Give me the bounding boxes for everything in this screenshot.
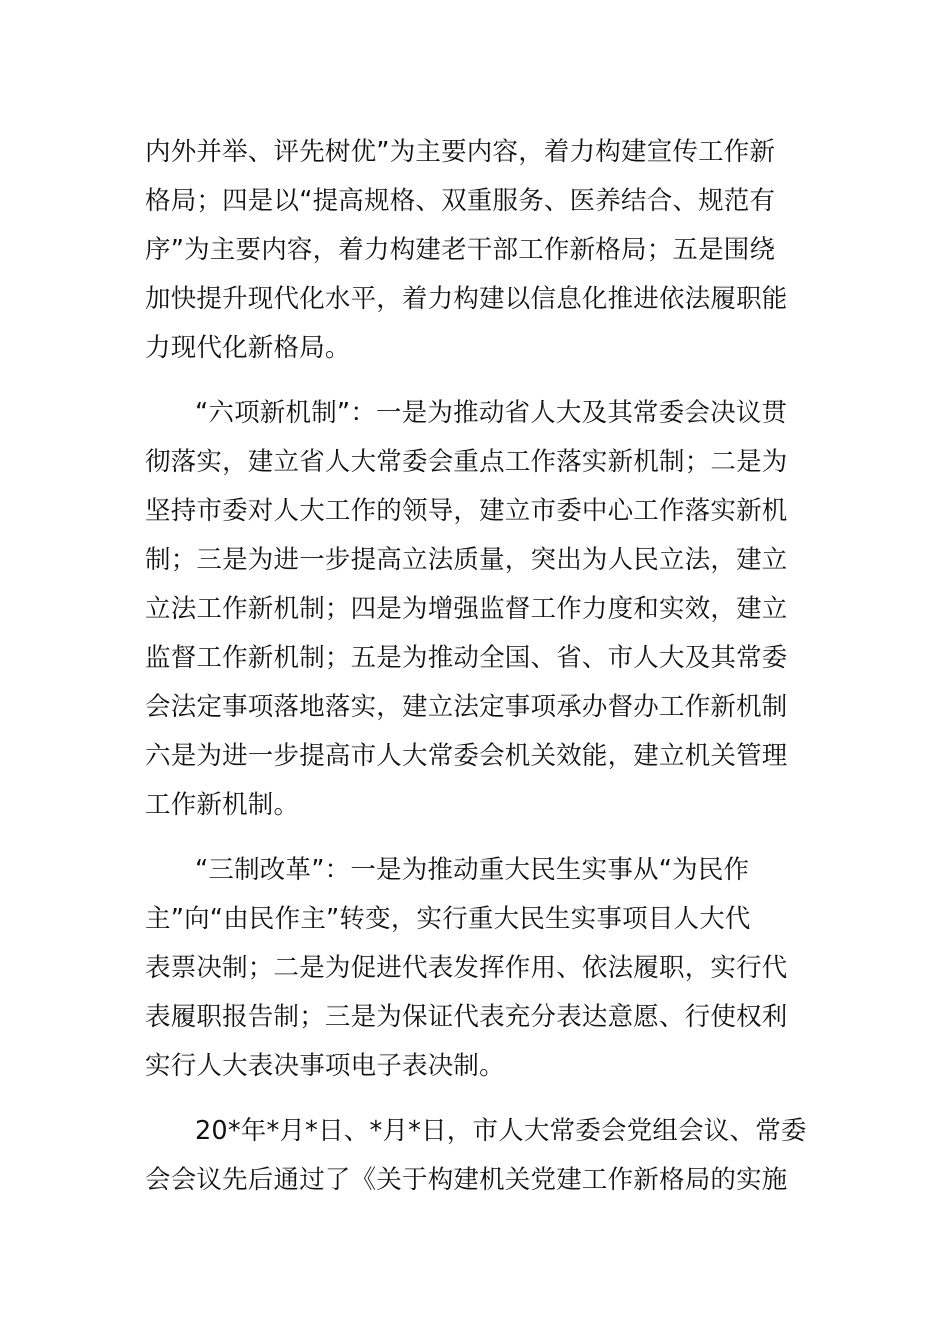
text-line: 彻落实，建立省人大常委会重点工作落实新机制；二是为: [145, 447, 788, 477]
text-line: 内外并举、评先树优”为主要内容，着力构建宣传工作新: [145, 137, 776, 167]
text-line: 主”向“由民作主”转变，实行重大民生实事项目人大代: [145, 904, 751, 934]
text-line: 工作新机制。: [145, 790, 300, 820]
paragraph-start-line: “三制改革”：一是为推动重大民生实事从“为民作: [195, 855, 750, 885]
text-line: 加快提升现代化水平，着力构建以信息化推进依法履职能: [145, 284, 788, 314]
text-line: 序”为主要内容，着力构建老干部工作新格局；五是围绕: [145, 235, 776, 265]
paragraph-start-line: “六项新机制”：一是为推动省人大及其常委会决议贯: [195, 398, 788, 428]
text-line: 格局；四是以“提高规格、双重服务、医养结合、规范有: [145, 186, 776, 216]
text-line: 力现代化新格局。: [145, 333, 351, 363]
text-line: 会法定事项落地落实，建立法定事项承办督办工作新机制: [145, 692, 788, 722]
text-line: 实行人大表决事项电子表决制。: [145, 1051, 505, 1081]
text-line: 表票决制；二是为促进代表发挥作用、依法履职，实行代: [145, 953, 788, 983]
text-line: 坚持市委对人大工作的领导，建立市委中心工作落实新机: [145, 496, 788, 526]
text-line: 六是为进一步提高市人大常委会机关效能，建立机关管理: [145, 741, 788, 771]
text-line: 会会议先后通过了《关于构建机关党建工作新格局的实施: [145, 1165, 788, 1195]
text-line: 立法工作新机制；四是为增强监督工作力度和实效，建立: [145, 594, 788, 624]
text-line: 制；三是为进一步提高立法质量，突出为人民立法，建立: [145, 545, 788, 575]
paragraph-start-line: 20*年*月*日、*月*日，市人大常委会党组会议、常委: [195, 1116, 807, 1146]
text-line: 表履职报告制；三是为保证代表充分表达意愿、行使权利: [145, 1002, 788, 1032]
text-line: 监督工作新机制；五是为推动全国、省、市人大及其常委: [145, 643, 788, 673]
